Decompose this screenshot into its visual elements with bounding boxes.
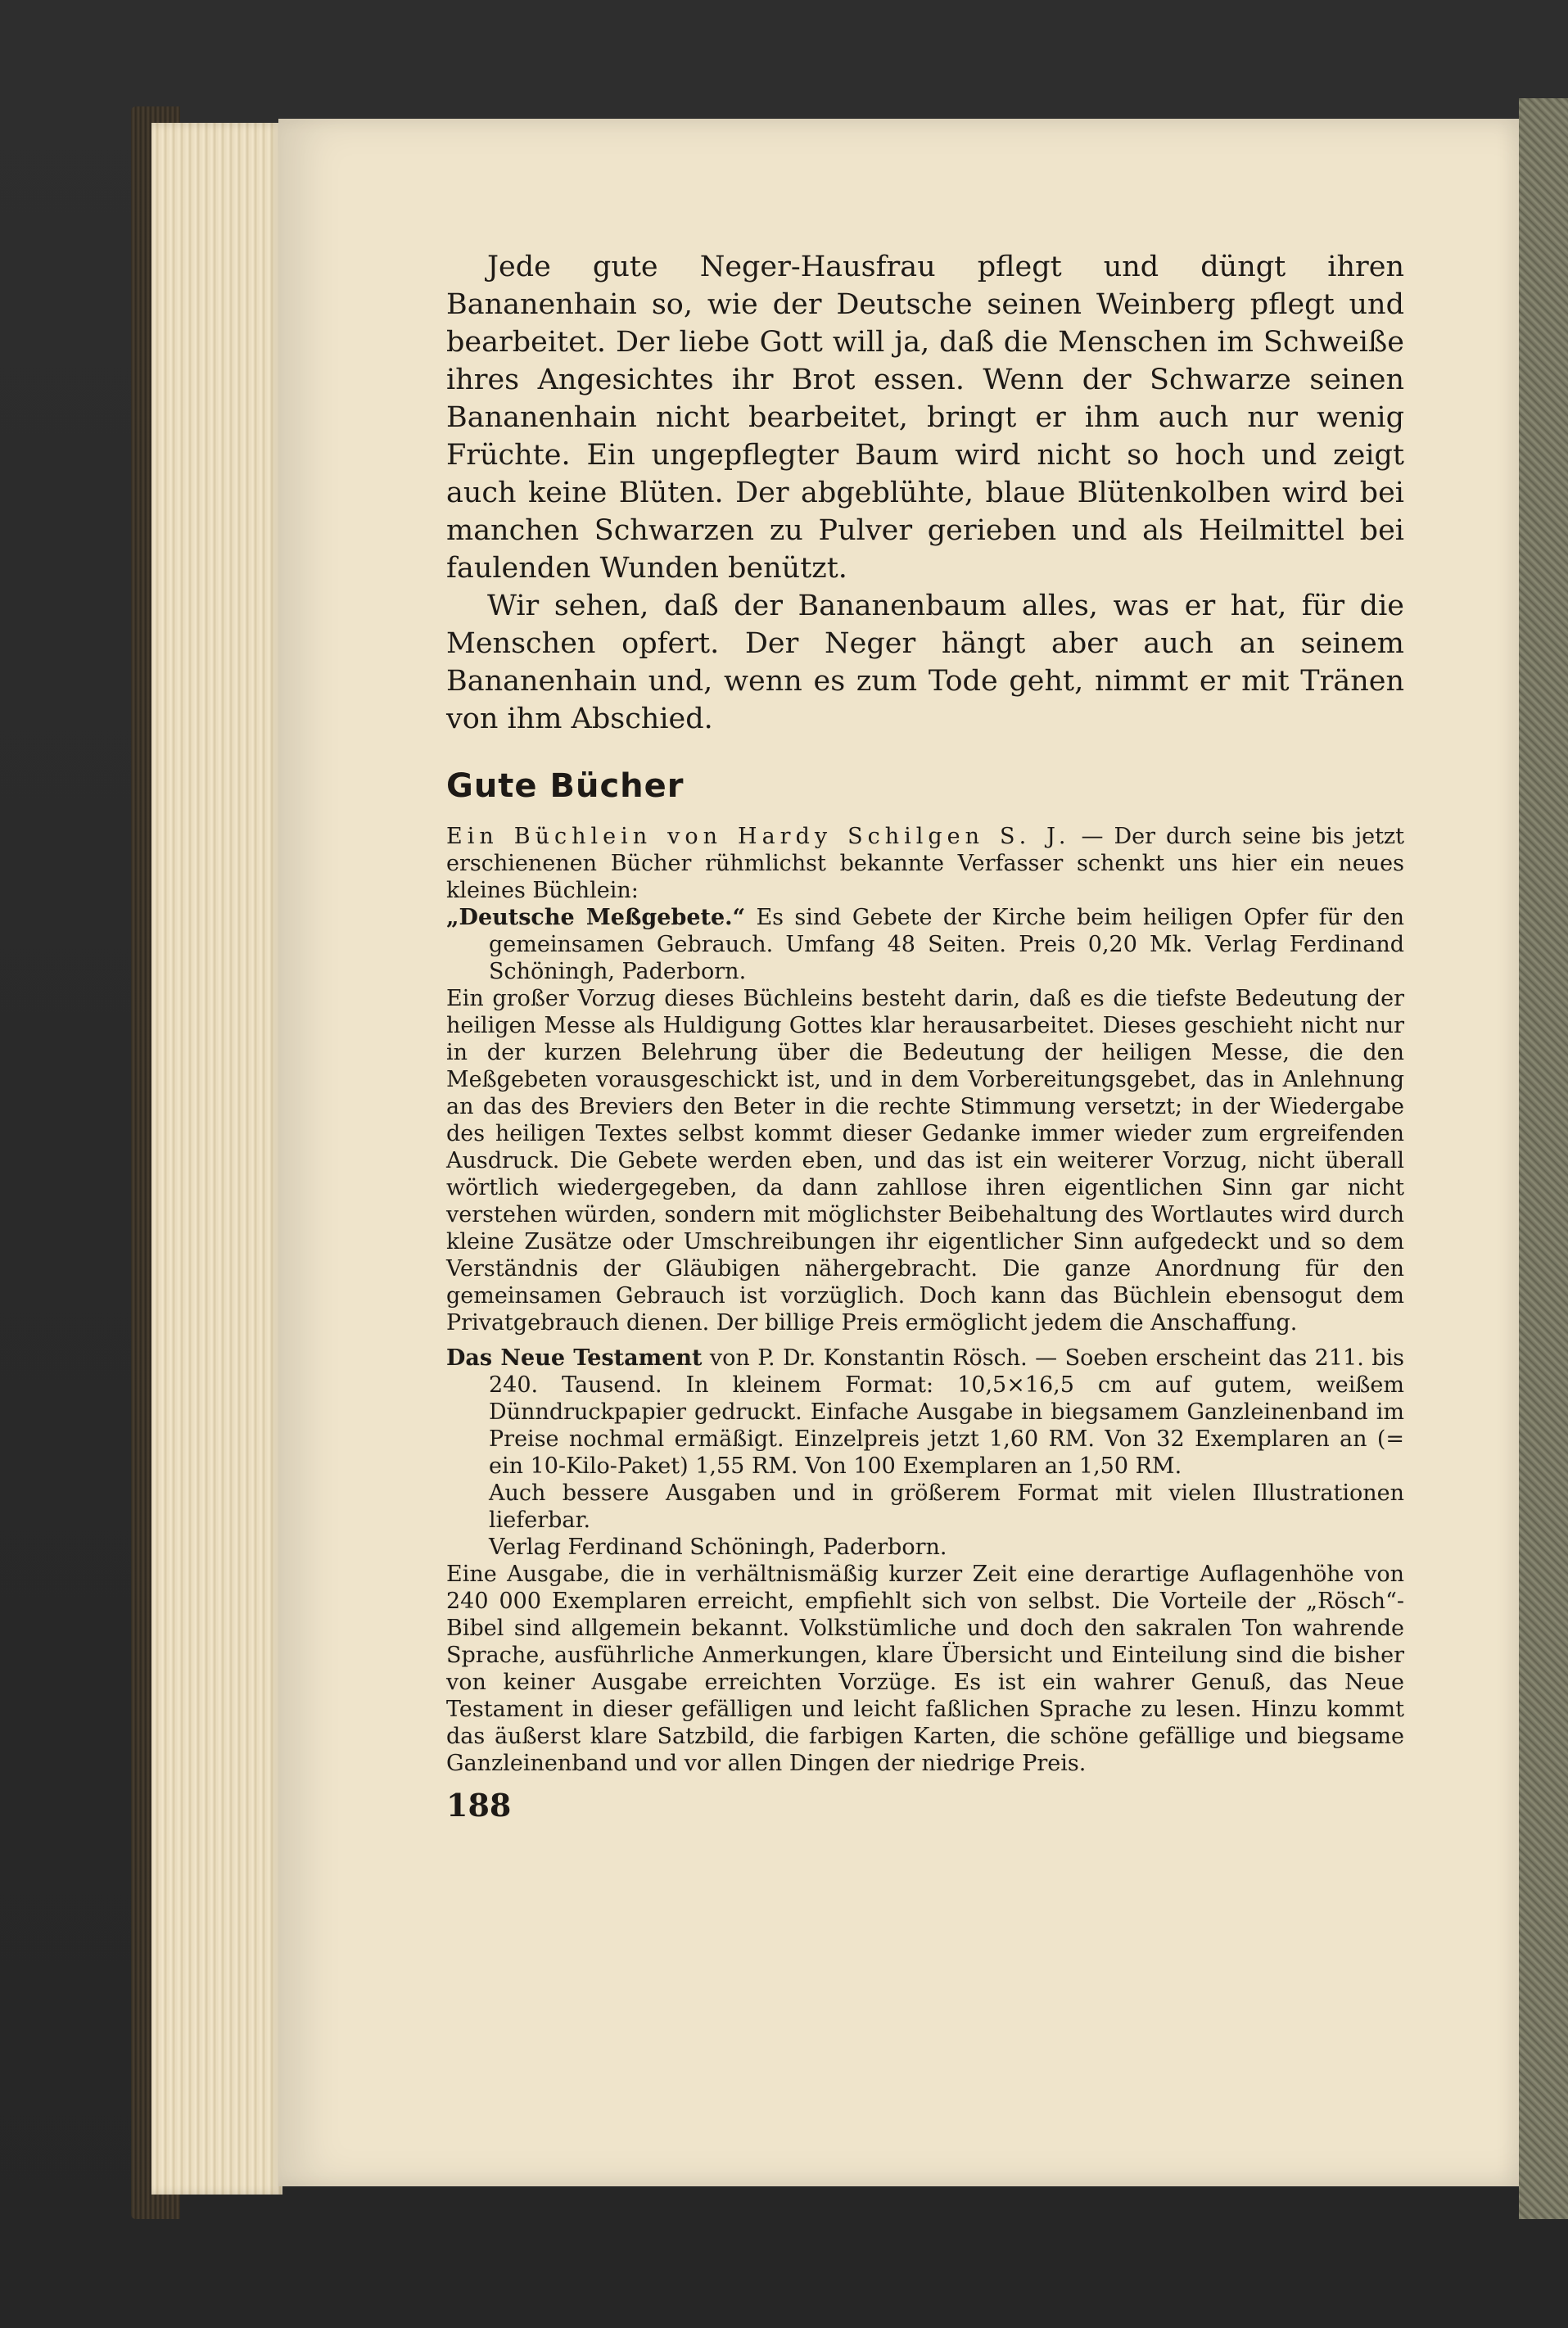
review2-details: von P. Dr. Konstantin Rösch. — Soeben erscheint das 211. bis 240. Tausend. In kleinem Format: 10,5×16,5 cm auf gutem, weißem Dünndruckpapier gedruckt. Einfache Ausgabe in biegsamem Ganzleinenband im Preise nochmal ermäßigt. Einzelpreis jetzt 1,60 RM. Von 32 Exemplaren an (= ein 10-Kilo-Paket) 1,55 RM. Von 100 Exemplaren an 1,50 RM. (489, 1345, 1404, 1479)
review2-extra: Auch bessere Ausgaben und in größerem Format mit vielen Illustrationen lieferbar. (489, 1480, 1404, 1533)
review2-publisher: Verlag Ferdinand Schöningh, Paderborn. (489, 1535, 947, 1560)
review2-title: Das Neue Testament (446, 1345, 703, 1371)
paragraph-banana-care: Jede gute Neger-Hausfrau pflegt und düngt ihren Bananenhain so, wie der Deutsche seinen Weinberg pflegt und bearbeitet. Der liebe Gott will ja, daß die Menschen im Schweiße ihres Angesichtes ihr Brot essen. Wenn der Schwarze seinen Bananenhain nicht bearbeitet, bringt er ihm auch nur wenig Früchte. Ein ungepflegter Baum wird nicht so hoch und zeigt auch keine Blüten. Der abgeblühte, blaue Blütenkolben wird bei manchen Schwarzen zu Pulver gerieben und als Heilmittel bei faulenden Wunden benützt. (446, 251, 1404, 585)
book-cover-right (1519, 98, 1568, 2219)
review1-author: Ein Büchlein von Hardy Schilgen S. J. (446, 824, 1071, 849)
page-number: 188 (446, 1787, 512, 1824)
page-edges (151, 123, 282, 2195)
review1-details: Es sind Gebete der Kirche beim heiligen Opfer für den gemeinsamen Gebrauch. Umfang 48 Seiten. Preis 0,20 Mk. Verlag Ferdinand Schöningh, Paderborn. (489, 905, 1404, 984)
review1-intro-text: — Der durch seine bis jetzt erschienenen Bücher rühmlichst bekannte Verfasser schenkt uns hier ein neues kleines Büchlein: (446, 824, 1404, 903)
review2-body: Eine Ausgabe, die in verhältnismäßig kurzer Zeit eine derartige Auflagenhöhe von 240 000 Exemplaren erreicht, empfiehlt sich von selbst. Die Vorteile der „Rösch“-Bibel sind allgemein bekannt. Volkstümliche und doch den sakralen Ton wahrende Sprache, ausführliche Anmerkungen, klare Übersicht und Einteilung sind die bisher von keiner Ausgabe erreichten Vorzüge. Es ist ein wahrer Genuß, das Neue Testament in dieser gefälligen und leicht faßlichen Sprache zu lesen. Hinzu kommt das äußerst klare Satzbild, die farbigen Karten, die schöne gefällige und biegsame Ganzleinenband und vor allen Dingen der niedrige Preis. (446, 1562, 1404, 1776)
review1-title: „Deutsche Meßgebete.“ (446, 905, 746, 930)
paragraph-banana-sacrifice: Wir sehen, daß der Bananenbaum alles, was er hat, für die Menschen opfert. Der Neger hängt aber auch an seinem Bananenhain und, wenn es zum Tode geht, nimmt er mit Tränen von ihm Abschied. (446, 590, 1404, 735)
section-title: Gute Bücher (446, 767, 685, 805)
review1-entry (446, 904, 1404, 985)
review1-intro (446, 823, 1404, 904)
review2-entry (446, 1345, 1404, 1480)
review1-body: Ein großer Vorzug dieses Büchleins besteht darin, daß es die tiefste Bedeutung der heiligen Messe als Huldigung Gottes klar herausarbeitet. Dieses geschieht nicht nur in der kurzen Belehrung über die Bedeutung der heiligen Messe, die den Meßgebeten vorausgeschickt ist, und in dem Vorbereitungsgebet, das in Anlehnung an das des Breviers den Beter in die rechte Stimmung versetzt; in der Wiedergabe des heiligen Textes selbst kommt dieser Gedanke immer wieder zum ergreifenden Ausdruck. Die Gebete werden eben, und das ist ein weiterer Vorzug, nicht überall wörtlich wiedergegeben, da dann zahllose ihren eigentlichen Sinn gar nicht verstehen würden, sondern mit möglichster Beibehaltung des Wortlautes wird durch kleine Zusätze oder Umschreibungen ihr eigentlicher Sinn aufgedeckt und so dem Verständnis der Gläubigen nähergebracht. Die ganze Anordnung für den gemeinsamen Gebrauch ist vorzüglich. Doch kann das Büchlein ebensogut dem Privatgebrauch dienen. Der billige Preis ermöglicht jedem die Anschaffung. (446, 986, 1404, 1336)
book-page (278, 119, 1519, 2186)
page-content (446, 248, 1404, 1824)
